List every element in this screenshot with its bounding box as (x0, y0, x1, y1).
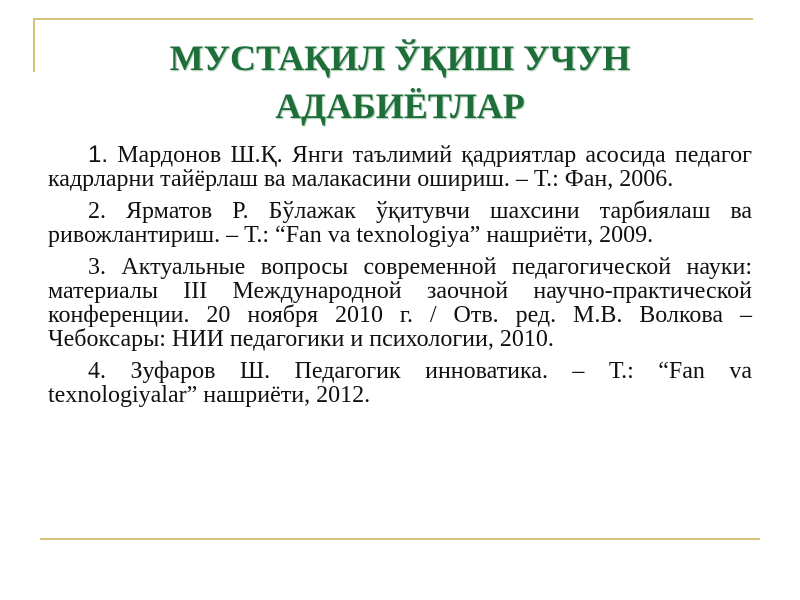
slide-title (60, 34, 740, 130)
reference-text-2: Ярматов Р. Бўлажак ўқитувчи шахсини тарбиялаш ва ривожлантириш. – Т.: “Fan va texnologiya” нашриёти, 2009. (48, 198, 752, 248)
title-line-1: МУСТАҚИЛ ЎҚИШ УЧУН (169, 38, 631, 78)
reference-item-1 (48, 143, 752, 191)
reference-number-4: 4. (88, 358, 106, 384)
reference-text-4: Зуфаров Ш. Педагогик инноватика. – Т.: “Fan va texnologiyalar” нашриёти, 2012. (48, 358, 752, 408)
reference-number-2: 2. (88, 198, 106, 224)
reference-number-3: 3. (88, 254, 106, 280)
reference-list (48, 143, 752, 415)
reference-item-2 (48, 199, 752, 247)
reference-item-3 (48, 255, 752, 351)
title-line-2: АДАБИЁТЛАР (275, 86, 525, 126)
reference-text-1: Мардонов Ш.Қ. Янги таълимий қадриятлар асосида педагог кадрларни тайёрлаш ва малакасини ошириш. – Т.: Фан, 2006. (48, 142, 752, 192)
top-border-line (33, 18, 753, 20)
left-border-line (33, 18, 35, 72)
reference-number-1: 1. (88, 141, 109, 168)
bottom-border-line (40, 538, 760, 540)
reference-text-3: Актуальные вопросы современной педагогической науки: материалы III Международной заочной научно-практической конференции. 20 ноября 2010 г. / Отв. ред. М.В. Волкова – Чебоксары: НИИ педагогики и психологии, 2010. (48, 254, 752, 352)
reference-item-4 (48, 359, 752, 407)
